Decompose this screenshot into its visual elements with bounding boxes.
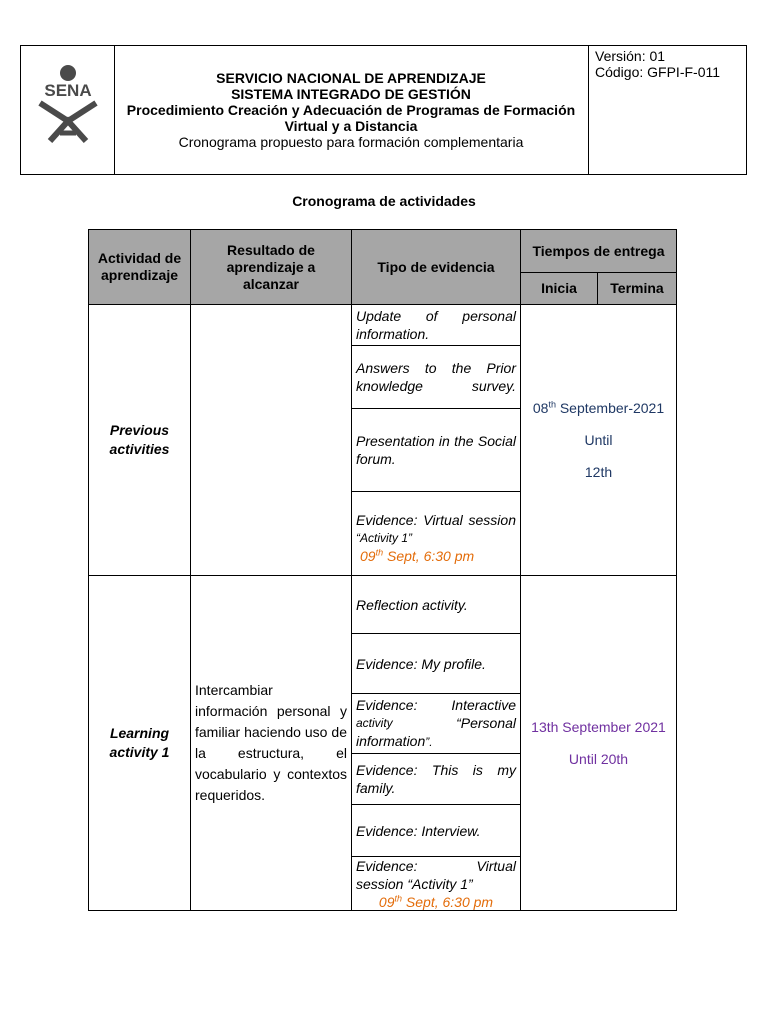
session-datetime: 09th Sept, 6:30 pm [360,546,475,564]
org-name: SERVICIO NACIONAL DE APRENDIZAJE [216,70,486,86]
logo-cell [21,46,115,174]
version-cell [595,48,720,80]
subtitle: Cronograma propuesto para formación complementaria [178,134,524,150]
evidence-item: Evidence: Interactive activity “Personal information”. [351,693,521,754]
sena-logo [30,63,106,143]
activity-previous [88,304,191,576]
col-header-end: Termina [597,272,677,305]
code: Código: GFPI-F-011 [595,64,721,80]
evidence-item: Reflection activity. [351,575,521,634]
section-title: Cronograma de actividades [292,193,476,209]
date-end: Until 20th [568,751,629,767]
activity-learning-1 [88,575,191,911]
evidence-virtual-session: Evidence: Virtual session “Activity 1” 09th Sept, 6:30 pm [351,491,521,576]
evidence-item: Evidence: My profile. [351,633,521,694]
procedure-line-1: Procedimiento Creación y Adecuación de Programas de Formación [126,102,576,118]
col-header-result: Resultado de aprendizaje a alcanzar [190,229,352,305]
evidence-item: Presentation in the Social forum. [351,408,521,492]
activity-label: Learning activity 1 [109,725,170,760]
date-start: 13th September 2021 [531,719,666,735]
dates-previous [520,304,677,576]
document-header [20,45,747,175]
col-header-start: Inicia [520,272,598,305]
col-header-activity: Actividad de aprendizaje [88,229,191,305]
date-until: Until [584,432,613,448]
version: Versión: 01 [595,48,666,64]
system-name: SISTEMA INTEGRADO DE GESTIÓN [231,86,471,102]
dates-learning-1 [520,575,677,911]
svg-text:SENA: SENA [44,81,92,100]
col-header-times: Tiempos de entrega [520,229,677,273]
date-end: 12th [584,464,613,480]
date-start: 08th September-2021 [532,399,665,416]
evidence-virtual-session: Evidence: Virtual session “Activity 1” 09th Sept, 6:30 pm [351,856,521,911]
evidence-item: Update of personal information. [351,304,521,346]
title-cell [114,46,589,174]
procedure-line-2: Virtual y a Distancia [284,118,418,134]
col-header-evidence: Tipo de evidencia [351,229,521,305]
session-datetime: 09th Sept, 6:30 pm [378,892,494,910]
schedule-table [88,229,677,911]
evidence-item: Evidence: Interview. [351,804,521,857]
result-learning-1 [190,575,352,911]
evidence-item: Evidence: This is my family. [351,753,521,805]
activity-label: Previous activities [109,422,170,457]
learning-outcome: Intercambiar información personal y familiar haciendo uso de la estructura, el vocabulario y contextos requeridos. [195,682,347,803]
result-previous [190,304,352,576]
evidence-item: Answers to the Prior knowledge survey. [351,345,521,409]
